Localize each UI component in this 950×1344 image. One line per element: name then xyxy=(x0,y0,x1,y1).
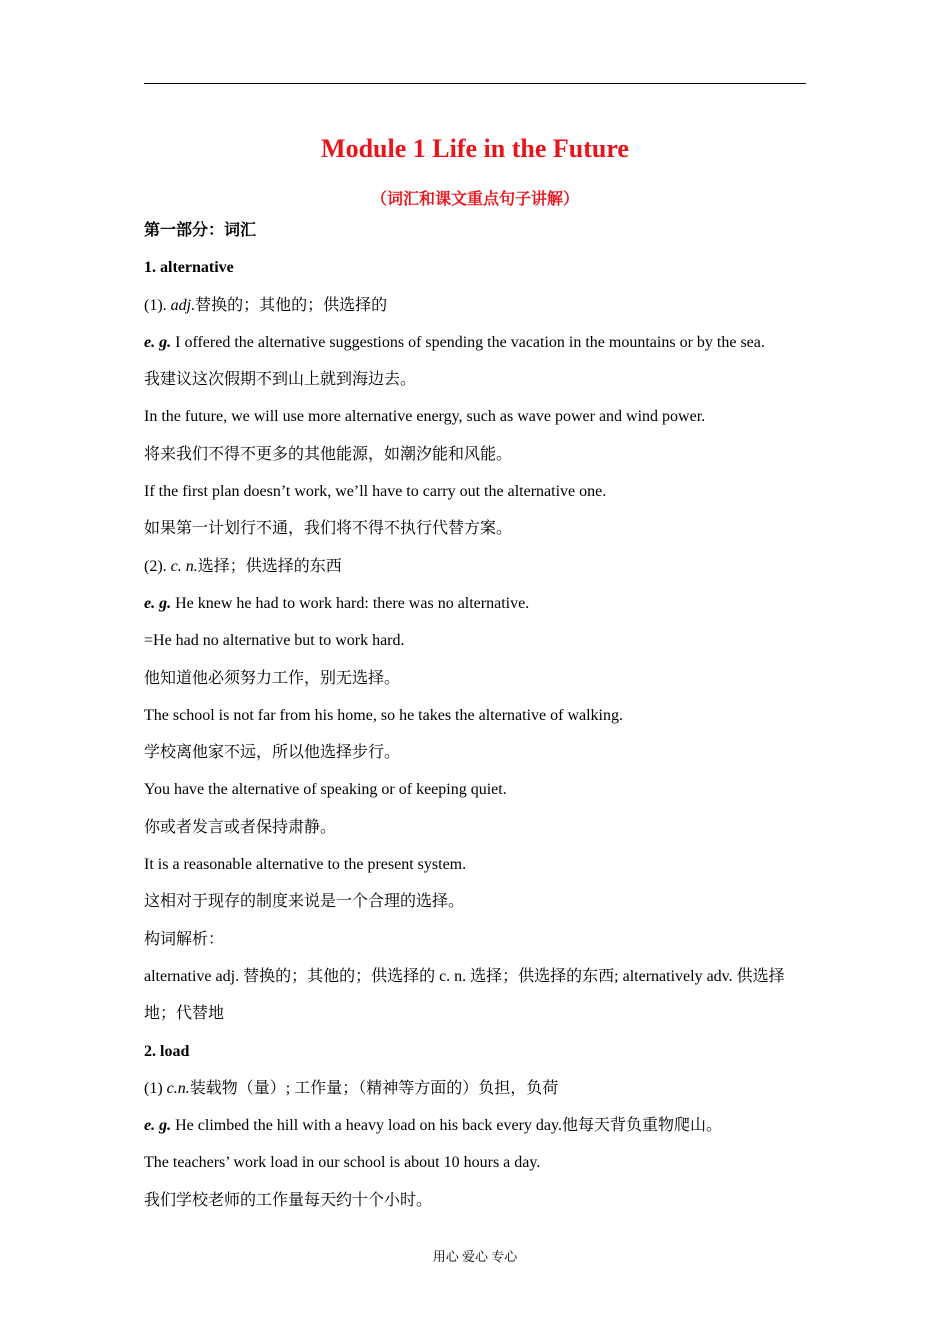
example-translation: 我们学校老师的工作量每天约十个小时。 xyxy=(144,1191,433,1209)
example-sentence: In the future, we will use more alternative energy, such as wave power and wind power. xyxy=(144,408,706,426)
sense-noun xyxy=(144,1070,809,1107)
example-sentence: =He had no alternative but to work hard. xyxy=(144,632,405,650)
example-sentence xyxy=(144,1107,809,1144)
sense-adj xyxy=(144,287,809,324)
sense-meaning: 装载物（量）; 工作量；（精神等方面的）负担，负荷 xyxy=(189,1079,559,1097)
example-text: He climbed the hill with a heavy load on his back every day.他每天背负重物爬山。 xyxy=(171,1117,722,1135)
example-sentence: If the first plan doesn’t work, we’ll have to carry out the alternative one. xyxy=(144,483,607,501)
word-formation-label: 构词解析： xyxy=(144,930,225,948)
document-body xyxy=(144,212,809,1219)
part-of-speech: adj. xyxy=(170,296,196,314)
example-translation: 你或者发言或者保持肃静。 xyxy=(144,818,337,836)
eg-marker: e. g. xyxy=(144,1117,172,1135)
eg-marker: e. g. xyxy=(144,333,172,351)
example-sentence: It is a reasonable alternative to the present system. xyxy=(144,856,467,874)
example-sentence: The teachers’ work load in our school is about 10 hours a day. xyxy=(144,1154,541,1172)
example-translation: 将来我们不得不更多的其他能源，如潮汐能和风能。 xyxy=(144,445,513,463)
word-formation-text: alternative adj. 替换的；其他的；供选择的 c. n. 选择；供选择的东西; alternatively adv. 供选择地；代替地 xyxy=(144,967,785,1023)
vocab-heading-alternative: 1. alternative xyxy=(144,259,234,277)
sense-meaning: 替换的；其他的；供选择的 xyxy=(195,296,388,314)
part-of-speech: c.n. xyxy=(166,1079,190,1097)
example-translation: 我建议这次假期不到山上就到海边去。 xyxy=(144,371,417,389)
example-text: I offered the alternative suggestions of spending the vacation in the mountains or by the sea. xyxy=(171,333,765,351)
sense-number: (2). xyxy=(144,557,171,575)
example-translation: 如果第一计划行不通，我们将不得不执行代替方案。 xyxy=(144,520,513,538)
page-footer: 用心 爱心 专心 xyxy=(432,1249,518,1264)
header-rule xyxy=(144,83,806,84)
example-translation: 学校离他家不远，所以他选择步行。 xyxy=(144,744,401,762)
sense-number: (1) xyxy=(144,1079,167,1097)
example-translation: 这相对于现存的制度来说是一个合理的选择。 xyxy=(144,893,465,911)
page-title: Module 1 Life in the Future xyxy=(321,134,629,163)
part-of-speech: c. n. xyxy=(170,557,198,575)
example-sentence: The school is not far from his home, so he takes the alternative of walking. xyxy=(144,706,623,724)
example-translation: 他知道他必须努力工作，别无选择。 xyxy=(144,669,401,687)
example-sentence: You have the alternative of speaking or of keeping quiet. xyxy=(144,781,507,799)
example-sentence xyxy=(144,324,809,361)
example-text: He knew he had to work hard: there was no alternative. xyxy=(171,594,530,612)
sense-number: (1). xyxy=(144,296,171,314)
sense-meaning: 选择；供选择的东西 xyxy=(197,557,342,575)
section-heading: 第一部分：词汇 xyxy=(144,222,257,239)
page-subtitle: （词汇和课文重点句子讲解） xyxy=(370,191,579,208)
eg-marker: e. g. xyxy=(144,594,172,612)
sense-noun xyxy=(144,548,809,585)
example-sentence xyxy=(144,585,809,622)
vocab-heading-load: 2. load xyxy=(144,1042,190,1060)
